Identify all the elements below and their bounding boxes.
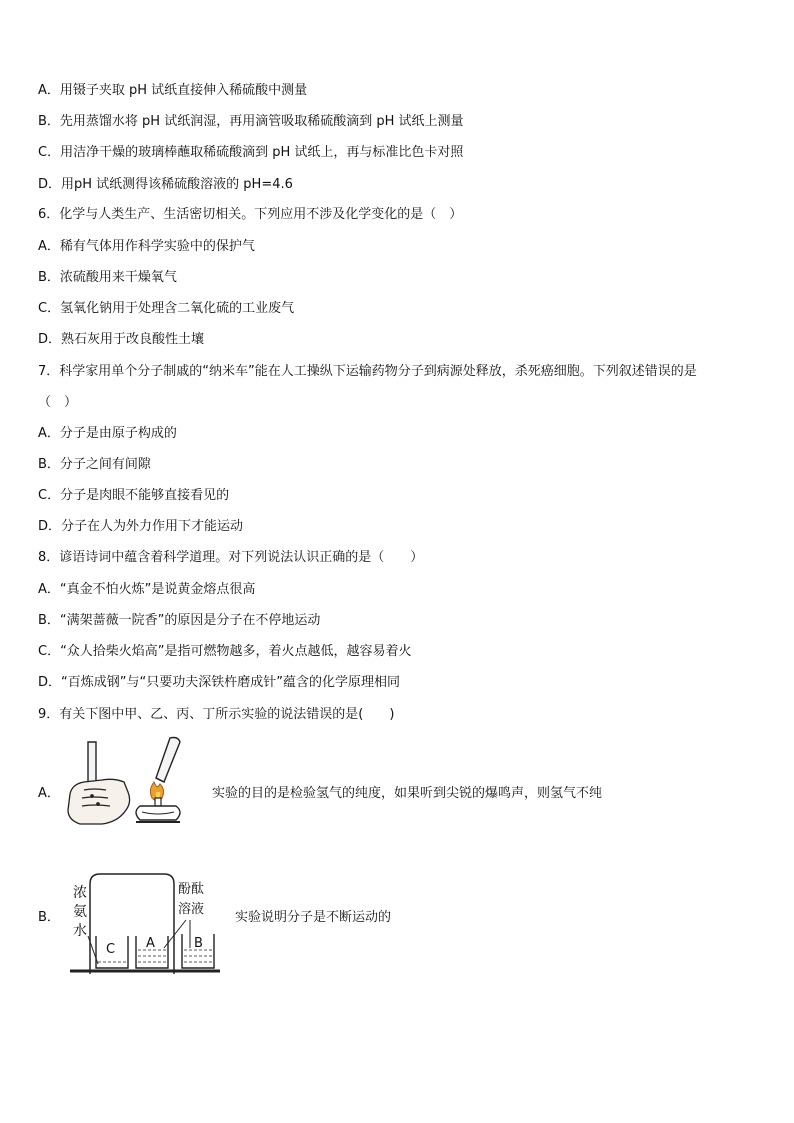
q7-stem-cont: （ ）: [38, 395, 78, 410]
q5-option-b: B．先用蒸馏水将 pH 试纸润湿，再用滴管吸取稀硫酸滴到 pH 试纸上测量: [38, 114, 464, 129]
hand-icon: [68, 779, 130, 824]
q6-option-b: B．浓硫酸用来干燥氧气: [38, 270, 177, 285]
q8-option-d: D．“百炼成钢”与“只要功夫深铁杵磨成针”蕴含的化学原理相同: [38, 675, 400, 690]
alcohol-lamp-icon: [136, 782, 180, 822]
q6-option-c: C．氢氧化钠用于处理含二氧化硫的工业废气: [38, 301, 295, 316]
q7-option-c: C．分子是肉眼不能够直接看见的: [38, 488, 230, 503]
q9-option-b-label: B．: [38, 910, 60, 925]
q5-option-c: C．用洁净干燥的玻璃棒蘸取稀硫酸滴到 pH 试纸上，再与标准比色卡对照: [38, 145, 464, 160]
beaker-a-label: A: [146, 936, 155, 951]
q9-stem: 9．有关下图中甲、乙、丙、丁所示实验的说法错误的是( ): [38, 707, 395, 722]
ammonia-label-3: 水: [73, 923, 87, 939]
ammonia-label-1: 浓: [73, 885, 87, 901]
phenolphthalein-label-1: 酚酞: [178, 882, 205, 897]
q8-option-c: C．“众人拾柴火焰高”是指可燃物越多，着火点越低，越容易着火: [38, 644, 412, 659]
q6-option-d: D．熟石灰用于改良酸性土壤: [38, 332, 205, 347]
q7-option-a: A．分子是由原子构成的: [38, 426, 177, 441]
q5-option-a: A．用镊子夹取 pH 试纸直接伸入稀硫酸中测量: [38, 83, 308, 98]
q6-stem: 6．化学与人类生产、生活密切相关。下列应用不涉及化学变化的是（ ）: [38, 207, 463, 222]
beaker-c-label: C: [106, 942, 116, 957]
q7-option-d: D．分子在人为外力作用下才能运动: [38, 519, 244, 534]
q8-option-b: B．“满架蔷薇一院香”的原因是分子在不停地运动: [38, 613, 321, 628]
q9-option-a-label: A．: [38, 786, 60, 801]
inverted-test-tube-icon: [156, 738, 180, 783]
q5-option-d: D．用pH 试纸测得该稀硫酸溶液的 pH=4.6: [38, 177, 293, 192]
q6-option-a: A．稀有气体用作科学实验中的保护气: [38, 239, 255, 254]
beaker-b-label: B: [194, 936, 203, 951]
ammonia-label-2: 氨: [73, 904, 87, 920]
q9-option-b-text: 实验说明分子是不断运动的: [235, 910, 392, 925]
q8-option-a: A．“真金不怕火炼”是说黄金熔点很高: [38, 582, 256, 597]
molecule-motion-figure: [68, 870, 228, 976]
hydrogen-purity-test-figure: [62, 736, 202, 828]
q7-option-b: B．分子之间有间隙: [38, 457, 151, 472]
phenolphthalein-label-2: 溶液: [178, 902, 205, 917]
q9-option-a-text: 实验的目的是检验氢气的纯度，如果听到尖锐的爆鸣声，则氢气不纯: [212, 786, 603, 801]
q7-stem: 7．科学家用单个分子制戚的“纳米车”能在人工操纵下运输药物分子到病源处释放，杀死癌细胞。下列叙述错误的是: [38, 364, 697, 379]
q8-stem: 8．谚语诗词中蕴含着科学道理。对下列说法认识正确的是（ ）: [38, 550, 424, 565]
